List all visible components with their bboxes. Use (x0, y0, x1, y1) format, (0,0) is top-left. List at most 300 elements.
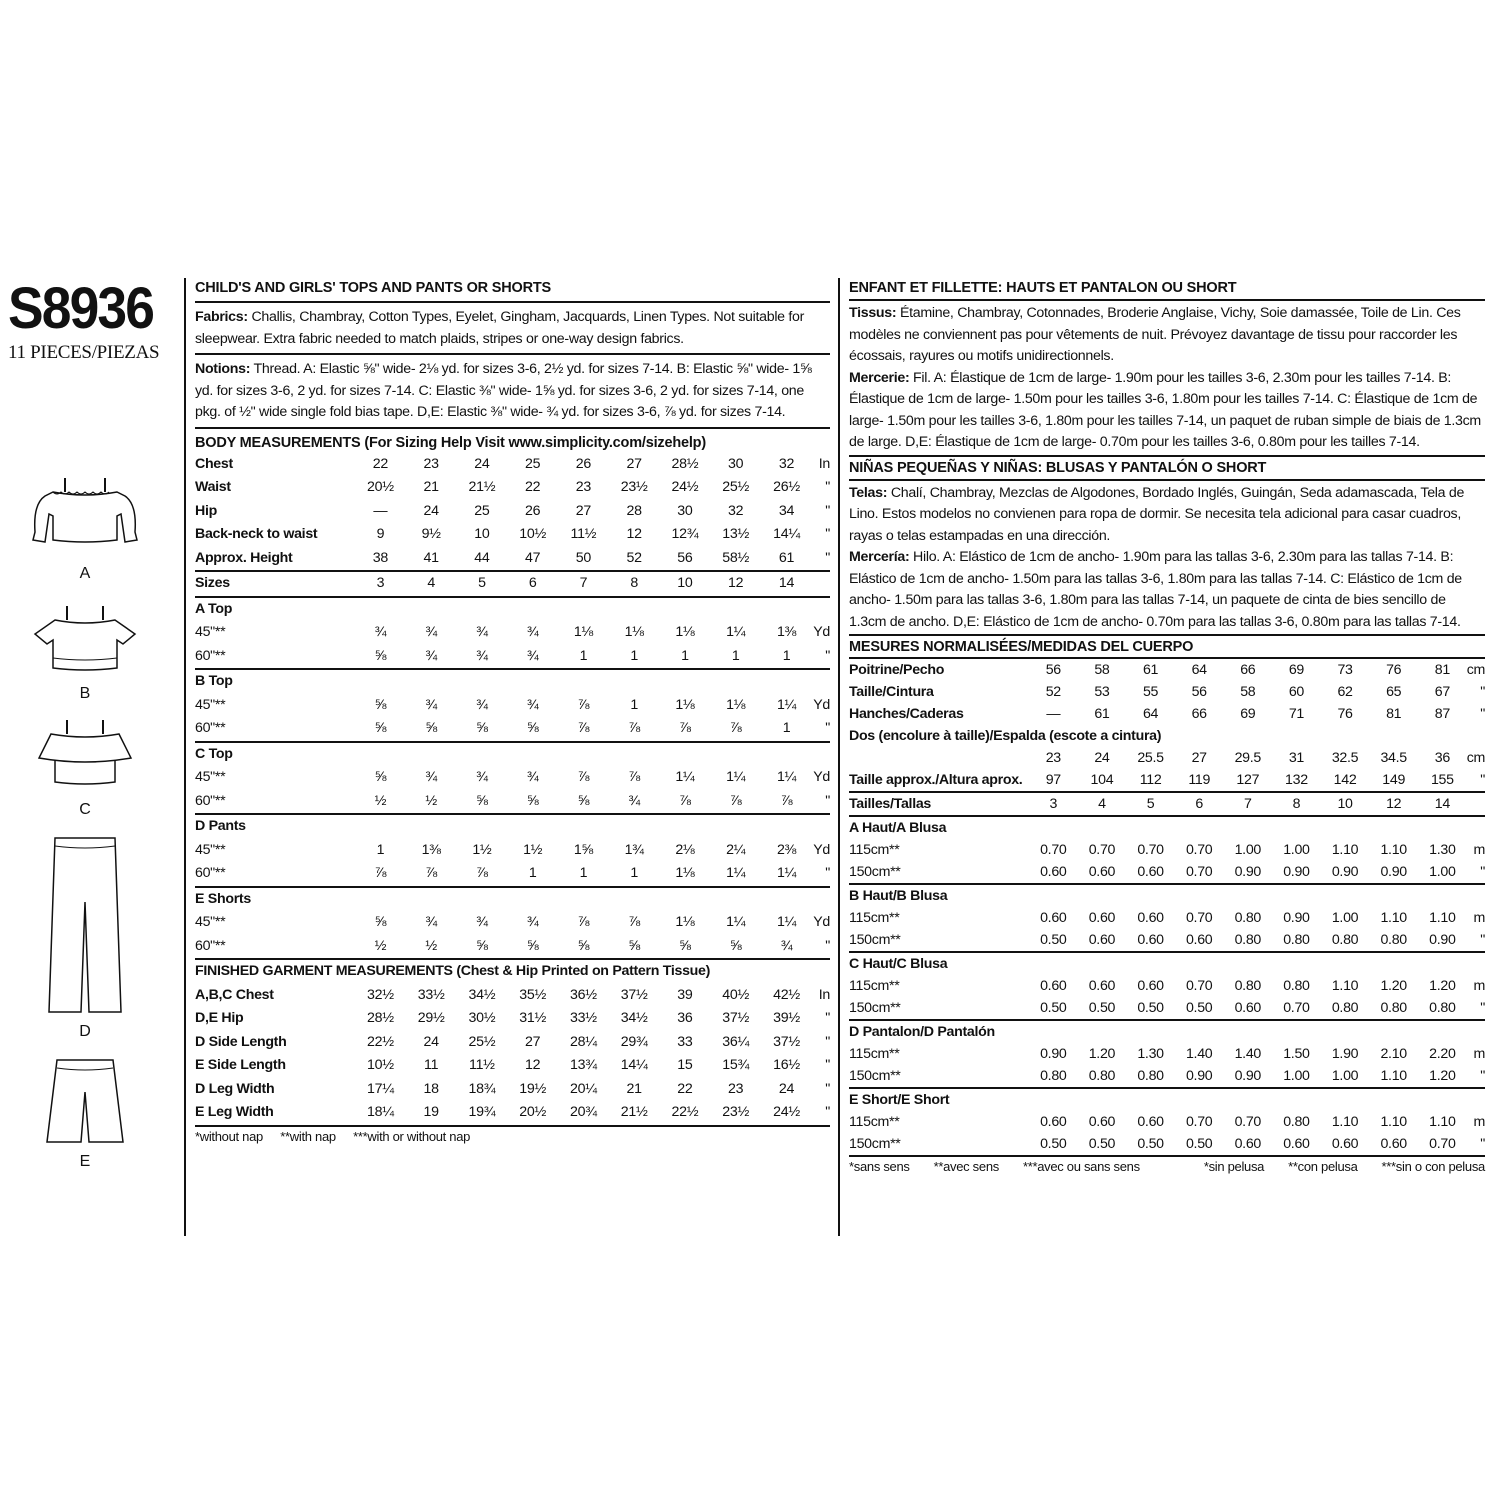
value-cell: 41 (423, 549, 439, 566)
value-cell: 119 (1188, 772, 1211, 788)
value-cell: 33½ (417, 986, 445, 1003)
value-cell: 1⅛ (624, 624, 644, 640)
row-label: 60"** (195, 647, 226, 664)
value-cell: 24 (778, 1080, 795, 1097)
value-cell: 34.5 (1380, 750, 1407, 766)
view-d (10, 832, 160, 1042)
value-cell: 1.10 (1380, 842, 1407, 858)
value-cell: 14¼ (773, 526, 800, 542)
unit-cell: " (825, 526, 830, 542)
unit-cell: cm (1466, 750, 1485, 766)
unit-cell: Yd (813, 841, 830, 858)
value-cell: 15 (677, 1057, 693, 1073)
value-cell: 29¾ (620, 1033, 648, 1050)
value-cell: 0.70 (1283, 1000, 1310, 1016)
value-cell: 28¼ (570, 1033, 597, 1050)
value-cell: 1⅜ (776, 624, 797, 640)
value-cell: 0.70 (1234, 1114, 1262, 1130)
unit-cell: " (825, 792, 830, 809)
value-cell: 61 (1126, 658, 1175, 681)
table-row (195, 1101, 830, 1126)
unit-cell: Yd (813, 624, 830, 640)
pieces-count: 11 PIECES/PIEZAS (8, 342, 160, 363)
unit-cell: " (825, 479, 830, 495)
value-cell: 1⅛ (726, 696, 746, 713)
value-cell: 1.10 (1380, 1068, 1407, 1084)
value-cell: ⅝ (425, 720, 437, 736)
value-cell: 44 (474, 549, 490, 566)
table-row (195, 935, 830, 960)
row-label: 45"** (195, 914, 226, 930)
size-cell: 4 (1078, 792, 1127, 816)
value-cell: 1.10 (1331, 842, 1359, 858)
value-cell: 1⅝ (573, 841, 593, 858)
value-cell: 2¼ (726, 841, 746, 858)
value-cell: 76 (1337, 706, 1353, 722)
value-cell: 1.00 (1429, 864, 1456, 880)
value-cell: 37½ (773, 1033, 800, 1050)
value-cell: 0.50 (1040, 1000, 1067, 1016)
column-divider-right (838, 278, 840, 1236)
table-row (195, 523, 830, 547)
value-cell: 11 (424, 1057, 439, 1073)
row-label: 150cm** (849, 1068, 901, 1084)
section-row (849, 1020, 1485, 1043)
value-cell: 0.60 (1088, 978, 1116, 994)
value-cell: 1 (630, 865, 638, 881)
value-cell: 21 (626, 1080, 642, 1097)
table-row (849, 681, 1485, 703)
value-cell: ¾ (476, 769, 488, 785)
value-cell: 87 (1434, 706, 1450, 722)
unit-cell: " (1480, 772, 1485, 788)
value-cell: 0.50 (1185, 1000, 1213, 1016)
value-cell: 24 (474, 455, 490, 472)
column-divider-left (184, 278, 186, 1236)
value-cell: 0.80 (1331, 932, 1359, 948)
sizes-label: Sizes (195, 571, 355, 597)
view-e (10, 1052, 160, 1172)
value-cell: ⅝ (628, 937, 640, 954)
value-cell: ⅞ (729, 720, 742, 736)
value-cell: ¾ (526, 769, 539, 785)
value-cell: 31 (1288, 750, 1305, 766)
value-cell: 38 (372, 549, 388, 566)
table-row (195, 645, 830, 670)
sizes-row (195, 571, 830, 597)
value-cell: 1½ (472, 841, 492, 858)
value-cell: 28 (626, 502, 642, 519)
size-cell: 10 (660, 571, 711, 597)
value-cell: 0.80 (1040, 1068, 1067, 1084)
row-label: 45"** (195, 624, 226, 640)
value-cell: 0.80 (1380, 1000, 1407, 1016)
value-cell: 0.60 (1137, 864, 1164, 880)
row-label: Hanches/Caderas (849, 706, 964, 722)
value-cell: 0.60 (1040, 864, 1067, 880)
value-cell: ⅞ (729, 792, 742, 809)
row-label: 150cm** (849, 864, 901, 880)
value-cell: 52 (1045, 684, 1061, 700)
value-cell: ⅝ (374, 720, 387, 736)
table-row (849, 1065, 1485, 1088)
value-cell: 69 (1240, 706, 1256, 722)
table-row (195, 1007, 830, 1031)
row-label: A,B,C Chest (195, 986, 274, 1003)
value-cell: 19¾ (468, 1104, 496, 1120)
value-cell: ¾ (425, 696, 437, 713)
value-cell: 10 (474, 526, 490, 542)
size-cell: 14 (761, 571, 812, 597)
unit-cell (1467, 792, 1485, 816)
value-cell: 1.40 (1185, 1046, 1213, 1062)
value-cell: 10½ (367, 1057, 394, 1073)
table-row (195, 621, 830, 645)
section-row (195, 887, 830, 912)
value-cell: 0.80 (1283, 978, 1310, 994)
value-cell: 1.20 (1380, 978, 1407, 994)
table-row (195, 1078, 830, 1102)
fabrics-text: Fabrics: Challis, Chambray, Cotton Types, Eyelet, Gingham, Jacquards, Linen Types. Not suitable for sleepwear. Extra fabric needed to match plaids, stripes or one-way design fabrics. (195, 309, 805, 347)
value-cell: 1⅛ (675, 914, 695, 930)
value-cell: 1¼ (726, 865, 746, 881)
unit-cell: " (825, 1033, 830, 1050)
table-row (849, 997, 1485, 1020)
pattern-header (8, 276, 178, 364)
table-row (849, 861, 1485, 884)
unit-cell: " (1480, 1136, 1485, 1152)
value-cell: ⅝ (679, 937, 691, 954)
table-row (195, 790, 830, 815)
value-cell: 32½ (367, 986, 394, 1003)
row-label: 60"** (195, 720, 226, 736)
value-cell: 0.90 (1234, 1068, 1262, 1084)
size-cell: 5 (1126, 792, 1175, 816)
size-cell: 7 (558, 571, 609, 597)
value-cell: 0.50 (1040, 1136, 1067, 1152)
english-column (195, 278, 830, 1144)
value-cell: 1⅛ (573, 624, 593, 640)
value-cell: ⅝ (577, 792, 590, 809)
value-cell: 32 (728, 502, 744, 519)
value-cell: ⅝ (526, 792, 539, 809)
value-cell: 27 (525, 1033, 541, 1050)
value-cell: 64 (1142, 706, 1159, 722)
table-row (195, 839, 830, 863)
value-cell: 1.10 (1429, 910, 1456, 926)
value-cell: 0.70 (1185, 864, 1213, 880)
section-label: E Short/E Short (849, 1088, 1485, 1111)
value-cell: 1.10 (1429, 1114, 1456, 1130)
value-cell: ⅞ (577, 769, 590, 785)
value-cell: 22½ (671, 1104, 699, 1120)
french-notions-text: Mercerie: Fil. A: Élastique de 1cm de large- 1.90m pour les tailles 3-6, 2.30m pour les tailles 7-14. B: Élastique de 1cm de large- 1.50m pour les tailles 3-6, 1.80m pour les tailles 7-14. C: Élastique de 1cm de large- 1.50m pour les tailles 3-6, 1.80m pour les tailles 7-14, un paquet de ruban simple de biais de 1.3cm de large. D,E: Élastique de 1cm de large- 0.70m pour les tailles 3-6, 0.80m pour les tailles 7-14. (849, 369, 1481, 450)
value-cell: 23½ (722, 1104, 749, 1120)
value-cell: 0.80 (1283, 1114, 1310, 1130)
value-cell: 36½ (570, 986, 597, 1003)
value-cell: ⅞ (476, 865, 488, 881)
unit-cell: " (1480, 932, 1485, 948)
value-cell: 0.60 (1088, 1114, 1116, 1130)
size-cell: 10 (1321, 792, 1370, 816)
measures-title: MESURES NORMALISÉES/MEDIDAS DEL CUERPO (849, 639, 1194, 655)
value-cell: 0.60 (1137, 1114, 1164, 1130)
value-cell: 25½ (468, 1033, 496, 1050)
value-cell: 11½ (570, 526, 597, 542)
value-cell: 34½ (620, 1010, 648, 1026)
value-cell: 81 (1418, 658, 1467, 681)
value-cell: 58 (1078, 658, 1127, 681)
value-cell: 0.60 (1088, 932, 1116, 948)
table-row (195, 476, 830, 500)
value-cell: ¾ (628, 792, 640, 809)
row-label: 45"** (195, 769, 226, 785)
value-cell: 27 (1191, 750, 1207, 766)
value-cell: 1 (528, 865, 537, 881)
value-cell: 2⅜ (776, 841, 797, 858)
value-cell: 1¼ (776, 865, 797, 881)
value-cell: 0.60 (1380, 1136, 1407, 1152)
value-cell: 1 (579, 647, 588, 664)
value-cell: 1¼ (726, 624, 746, 640)
row-label: 45"** (195, 696, 226, 713)
value-cell: 0.70 (1088, 842, 1116, 858)
value-cell: 0.60 (1283, 1136, 1310, 1152)
unit-cell: m (1473, 1046, 1485, 1062)
unit-cell: In (818, 455, 830, 472)
value-cell: 0.60 (1185, 932, 1213, 948)
unit-cell: " (825, 720, 830, 736)
value-cell: 0.60 (1137, 910, 1164, 926)
value-cell: 30 (677, 502, 693, 519)
value-cell: 1.10 (1380, 910, 1407, 926)
value-cell: 112 (1139, 772, 1162, 788)
unit-cell: " (825, 865, 830, 881)
value-cell: ⅝ (476, 720, 488, 736)
row-label: E Side Length (195, 1057, 286, 1073)
value-cell: 21½ (468, 479, 496, 495)
value-cell: 23 (728, 1080, 744, 1097)
value-cell: 1.90 (1331, 1046, 1359, 1062)
unit-cell: " (825, 502, 830, 519)
value-cell: 0.70 (1185, 978, 1213, 994)
size-cell: 5 (457, 571, 508, 597)
value-cell: 0.90 (1331, 864, 1359, 880)
value-cell: 1.20 (1429, 978, 1456, 994)
value-cell: 0.50 (1088, 1136, 1116, 1152)
value-cell: 0.50 (1088, 1000, 1116, 1016)
divider (849, 634, 1485, 636)
value-cell: — (1046, 706, 1061, 722)
value-cell: 42½ (773, 986, 800, 1003)
value-cell: 56 (1029, 658, 1078, 681)
value-cell: 56 (677, 549, 693, 566)
divider (195, 427, 830, 429)
value-cell: 12 (525, 1057, 541, 1073)
value-cell: 0.90 (1283, 864, 1310, 880)
value-cell: 1¼ (726, 769, 746, 785)
unit-cell (812, 571, 830, 597)
unit-cell: In (818, 986, 830, 1003)
value-cell: 24 (423, 502, 439, 519)
table-row (849, 907, 1485, 929)
height-row (849, 769, 1485, 792)
value-cell: 97 (1045, 772, 1061, 788)
value-cell: 81 (1386, 706, 1402, 722)
value-cell: 155 (1430, 772, 1454, 788)
value-cell: 1⅛ (675, 865, 695, 881)
row-label: Approx. Height (195, 549, 293, 566)
value-cell: 50 (575, 549, 591, 566)
size-cell: 6 (1175, 792, 1224, 816)
divider (195, 301, 830, 303)
value-cell: 21 (423, 479, 439, 495)
unit-cell: " (825, 1057, 830, 1073)
value-cell: 61 (778, 549, 795, 566)
notions-text: Notions: Thread. A: Elastic ⅝" wide- 2⅛ yd. for sizes 3-6, 2½ yd. for sizes 7-14. B: Elastic ⅝" wide- 1⅝ yd. for sizes 3-6, 2 yd. for sizes 7-14. C: Elastic ⅜" wide- 1⅝ yd. for sizes 3-6, 2 yd. for sizes 7-14, one pkg. of ½" wide single fold bias tape. D,E: Elastic ⅜" wide- ¾ yd. for sizes 3-6, ⅞ yd. for sizes 7-14. (195, 361, 812, 420)
section-label: D Pants (195, 814, 830, 839)
value-cell: 1 (731, 647, 740, 664)
value-cell: 22½ (367, 1033, 394, 1050)
pattern-code: S8936 (8, 276, 154, 341)
value-cell: 26 (575, 455, 591, 472)
value-cell: 20½ (367, 479, 394, 495)
value-cell: 58½ (722, 549, 749, 566)
unit-cell: " (825, 1080, 830, 1097)
value-cell: 0.60 (1331, 1136, 1359, 1152)
value-cell: 65 (1386, 684, 1402, 700)
value-cell: ½ (374, 792, 387, 809)
row-label: 115cm** (849, 1046, 900, 1062)
value-cell: 0.80 (1234, 978, 1262, 994)
section-label: FINISHED GARMENT MEASUREMENTS (Chest & Hip Printed on Pattern Tissue) (195, 959, 830, 984)
view-d-label: D (79, 1023, 91, 1040)
value-cell: 13½ (722, 526, 749, 542)
unit-cell: " (825, 937, 830, 954)
value-cell: 1.00 (1234, 842, 1262, 858)
value-cell: ⅝ (374, 647, 387, 664)
value-cell: 0.80 (1283, 932, 1310, 948)
french-title: ENFANT ET FILLETTE: HAUTS ET PANTALON OU SHORT (849, 280, 1237, 296)
view-b (10, 596, 160, 712)
table-row (849, 929, 1485, 952)
value-cell: 0.50 (1185, 1136, 1213, 1152)
section-row (849, 725, 1485, 747)
value-cell: 37½ (620, 986, 648, 1003)
value-cell: ⅞ (374, 865, 387, 881)
value-cell: 20¼ (570, 1080, 597, 1097)
value-cell: 36 (677, 1010, 693, 1026)
value-cell: 19 (423, 1104, 439, 1120)
table-row (195, 500, 830, 524)
view-e-label: E (79, 1153, 91, 1170)
value-cell: 0.80 (1088, 1068, 1116, 1084)
value-cell: 1.50 (1283, 1046, 1310, 1062)
value-cell: 26 (525, 502, 541, 519)
value-cell: 32.5 (1331, 750, 1359, 766)
row-label: 150cm** (849, 932, 901, 948)
value-cell: ⅞ (577, 914, 590, 930)
section-row (195, 597, 830, 622)
value-cell: 0.60 (1040, 1114, 1067, 1130)
value-cell: 0.60 (1040, 978, 1067, 994)
value-cell: 28½ (367, 1010, 394, 1026)
view-c-sketch (25, 712, 145, 796)
value-cell: 0.80 (1234, 932, 1262, 948)
value-cell: ¾ (526, 696, 539, 713)
value-cell: 149 (1382, 772, 1406, 788)
table-row (195, 766, 830, 790)
value-cell: ¾ (476, 914, 488, 930)
value-cell: 24 (1094, 750, 1110, 766)
value-cell: 132 (1285, 772, 1308, 788)
value-cell: 0.50 (1040, 932, 1067, 948)
unit-cell: " (1480, 706, 1485, 722)
unit-cell: " (825, 1010, 830, 1026)
unit-cell: " (1480, 1068, 1485, 1084)
value-cell: ⅝ (374, 914, 387, 930)
value-cell: 0.80 (1137, 1068, 1164, 1084)
row-label: Waist (195, 479, 231, 495)
value-cell: ⅞ (628, 720, 640, 736)
divider (849, 455, 1485, 457)
unit-cell: " (825, 647, 830, 664)
value-cell: 9 (376, 526, 385, 542)
view-b-label: B (79, 685, 91, 702)
value-cell: 67 (1434, 684, 1450, 700)
row-label: E Leg Width (195, 1104, 274, 1120)
value-cell: ⅝ (577, 937, 590, 954)
value-cell: 1.20 (1088, 1046, 1116, 1062)
value-cell: 1¼ (776, 769, 797, 785)
value-cell: 0.70 (1040, 842, 1067, 858)
view-a (10, 470, 160, 590)
value-cell: ⅞ (577, 720, 590, 736)
value-cell: 26½ (773, 479, 800, 495)
value-cell: 1.20 (1429, 1068, 1456, 1084)
value-cell: ¾ (526, 914, 539, 930)
value-cell: 30 (728, 455, 744, 472)
value-cell: — (373, 502, 388, 519)
value-cell: 0.90 (1234, 864, 1262, 880)
unit-cell: m (1473, 842, 1485, 858)
value-cell: ¾ (425, 624, 437, 640)
section-label: D Pantalon/D Pantalón (849, 1020, 1485, 1043)
row-label (849, 747, 1029, 769)
value-cell: 19½ (519, 1080, 546, 1097)
value-cell: 14¼ (620, 1057, 648, 1073)
value-cell: 17¼ (367, 1080, 394, 1097)
value-cell: ¾ (425, 914, 437, 930)
unit-cell: " (825, 1104, 830, 1120)
unit-cell: Yd (813, 769, 830, 785)
value-cell: 0.80 (1331, 1000, 1359, 1016)
table-row (195, 453, 830, 477)
value-cell: ⅞ (628, 769, 640, 785)
value-cell: 25 (474, 502, 490, 519)
view-d-sketch (25, 832, 145, 1018)
value-cell: 36¼ (722, 1033, 749, 1050)
table-row (849, 658, 1485, 681)
french-spanish-column (849, 278, 1485, 1174)
value-cell: 104 (1090, 772, 1114, 788)
value-cell: 23 (423, 455, 439, 472)
value-cell: 1 (630, 647, 638, 664)
value-cell: 0.80 (1234, 910, 1262, 926)
size-cell: 3 (355, 571, 406, 597)
section-label: C Top (195, 742, 830, 767)
view-c-label: C (79, 801, 91, 818)
